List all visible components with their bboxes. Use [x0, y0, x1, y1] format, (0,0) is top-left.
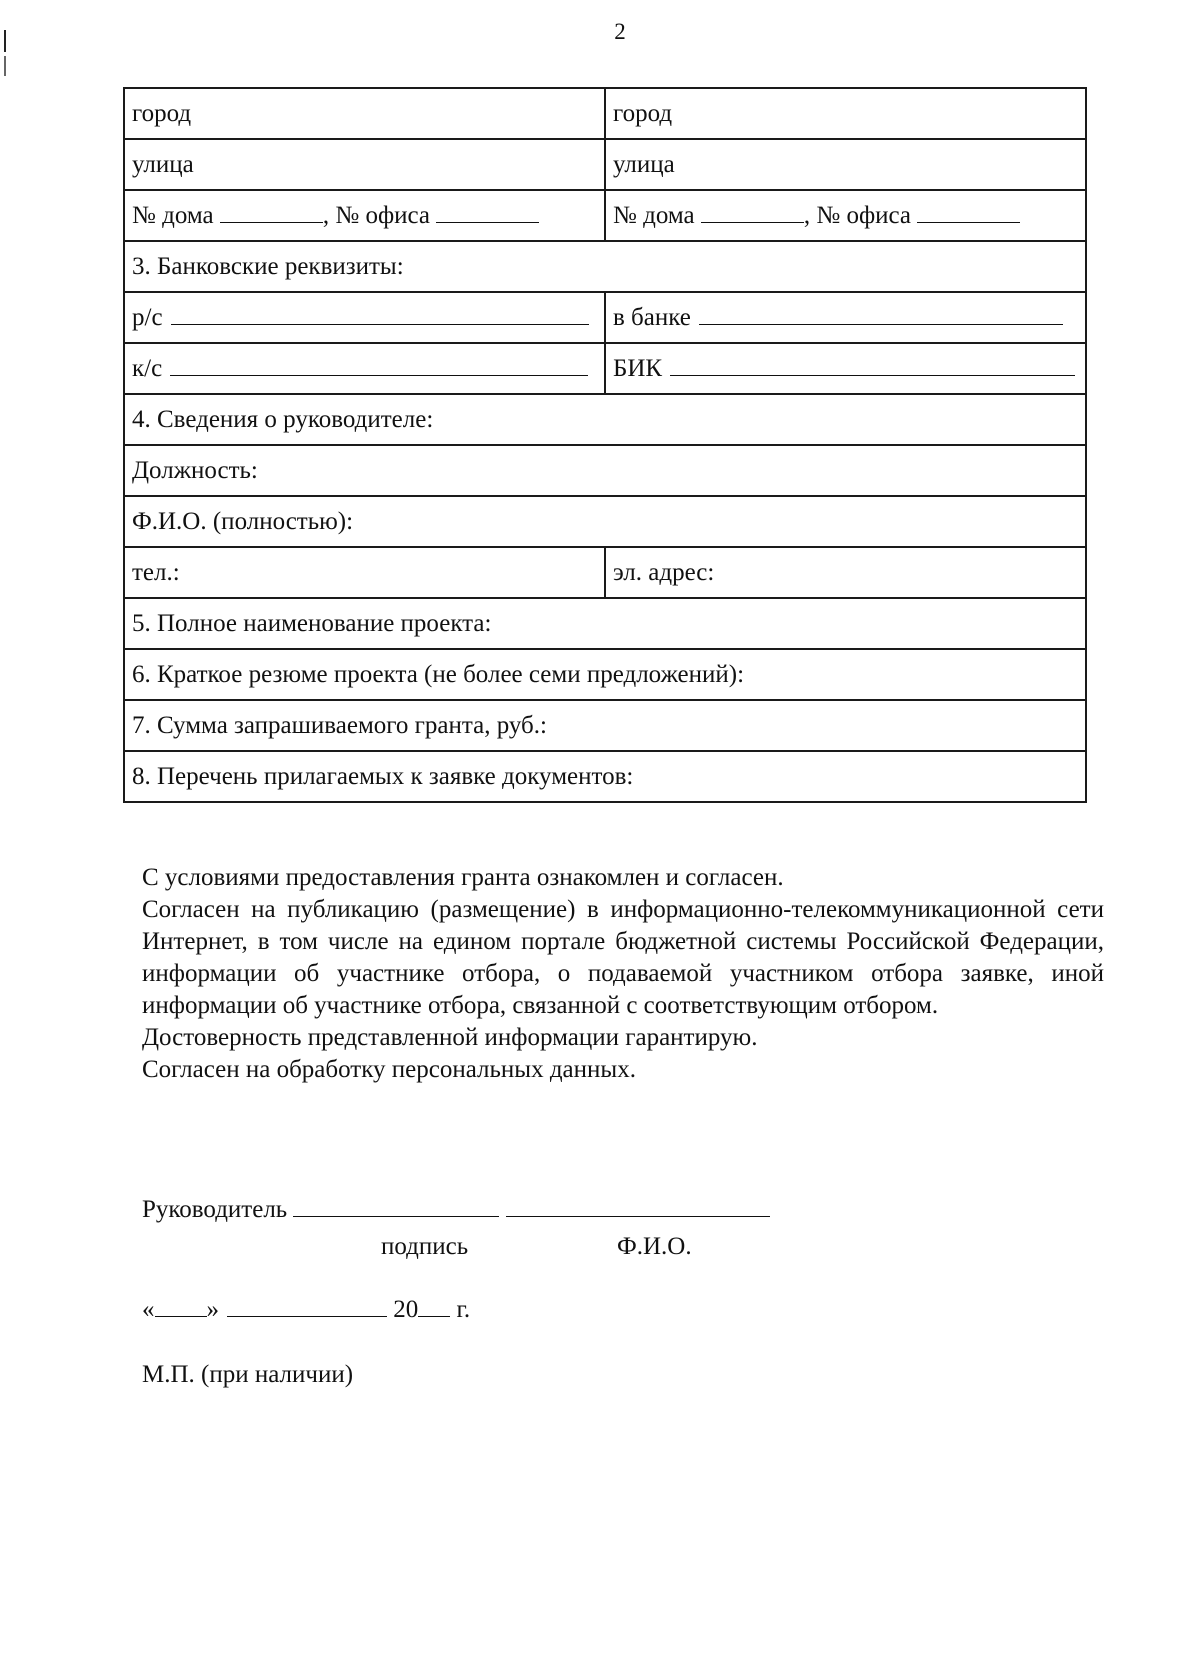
office-number-blank[interactable] [436, 202, 539, 223]
scan-edge-mark [4, 56, 6, 76]
full-name-field[interactable]: Ф.И.О. (полностью): [124, 496, 1086, 547]
bank-details-heading: 3. Банковские реквизиты: [124, 241, 1086, 292]
ks-label: к/с [132, 355, 163, 382]
table-row [124, 88, 1086, 139]
table-row [124, 445, 1086, 496]
stamp-label: М.П. (при наличии) [142, 1361, 354, 1388]
settlement-account-blank[interactable] [171, 304, 589, 325]
grant-amount-field[interactable]: 7. Сумма запрашиваемого гранта, руб.: [124, 700, 1086, 751]
table-row [124, 190, 1086, 241]
table-row [124, 547, 1086, 598]
table-row [124, 343, 1086, 394]
correspondent-account-blank[interactable] [170, 355, 588, 376]
signature-role-label: Руководитель [142, 1196, 288, 1223]
phone-field[interactable]: тел.: [124, 547, 605, 598]
house-office-right-field[interactable] [605, 190, 1086, 241]
manager-info-heading: 4. Сведения о руководителе: [124, 394, 1086, 445]
date-month-blank[interactable] [227, 1296, 387, 1317]
documents-list-field[interactable]: 8. Перечень прилагаемых к заявке документов: [124, 751, 1086, 802]
office-label: , № офиса [322, 202, 431, 229]
city-right-field[interactable] [605, 88, 1086, 139]
rs-label: р/с [132, 304, 163, 331]
signature-caption: подпись [381, 1233, 469, 1260]
name-caption: Ф.И.О. [617, 1233, 692, 1260]
house-label: № дома [613, 202, 695, 229]
bik-field[interactable] [605, 343, 1086, 394]
bank-name-field[interactable] [605, 292, 1086, 343]
table-row [124, 241, 1086, 292]
bik-label: БИК [613, 355, 663, 382]
date-open-quote: « [142, 1296, 155, 1323]
correspondent-account-field[interactable] [124, 343, 605, 394]
street-label: улица [613, 150, 675, 178]
table-row [124, 700, 1086, 751]
city-label: город [132, 99, 192, 127]
application-form-table [123, 87, 1087, 803]
city-label: город [613, 99, 673, 127]
project-summary-field[interactable]: 6. Краткое резюме проекта (не более семи предложений): [124, 649, 1086, 700]
consent-accuracy-line: Достоверность представленной информации гарантирую. [142, 1024, 758, 1051]
date-year-prefix: 20 [393, 1296, 419, 1323]
email-field[interactable]: эл. адрес: [605, 547, 1086, 598]
consent-terms-line: С условиями предоставления гранта ознакомлен и согласен. [142, 864, 784, 891]
house-label: № дома [132, 202, 214, 229]
project-name-field[interactable]: 5. Полное наименование проекта: [124, 598, 1086, 649]
date-year-suffix: г. [450, 1296, 471, 1323]
table-row [124, 751, 1086, 802]
bik-blank[interactable] [670, 355, 1075, 376]
position-field[interactable]: Должность: [124, 445, 1086, 496]
street-left-field[interactable] [124, 139, 605, 190]
consent-statement [142, 862, 1104, 1086]
table-row [124, 394, 1086, 445]
date-year-blank[interactable] [418, 1296, 450, 1317]
table-row [124, 496, 1086, 547]
street-label: улица [132, 150, 194, 178]
city-left-field[interactable] [124, 88, 605, 139]
consent-personal-data-line: Согласен на обработку персональных данных. [142, 1056, 636, 1083]
signature-row [142, 1196, 770, 1224]
bank-label: в банке [613, 304, 691, 331]
office-label: , № офиса [803, 202, 912, 229]
house-number-blank[interactable] [701, 202, 804, 223]
table-row [124, 598, 1086, 649]
consent-publication-paragraph: Согласен на публикацию (размещение) в информационно-телекоммуникационной сети Интернет, в том числе на едином портале бюджетной системы Российской Федерации, информации об участнике отбора, о подаваемой участником отбора заявке, иной информации об участнике отбора, связанной с соответствующим отбором. [142, 896, 1104, 1019]
street-right-field[interactable] [605, 139, 1086, 190]
house-office-left-field[interactable] [124, 190, 605, 241]
table-row [124, 649, 1086, 700]
table-row [124, 292, 1086, 343]
office-number-blank[interactable] [917, 202, 1020, 223]
settlement-account-field[interactable] [124, 292, 605, 343]
date-day-blank[interactable] [155, 1296, 207, 1317]
date-row [142, 1296, 470, 1324]
signature-blank[interactable] [293, 1196, 499, 1217]
table-row [124, 139, 1086, 190]
signature-name-blank[interactable] [506, 1196, 770, 1217]
date-close-quote: » [206, 1296, 219, 1323]
bank-name-blank[interactable] [699, 304, 1063, 325]
page-number: 2 [614, 19, 626, 44]
house-number-blank[interactable] [220, 202, 323, 223]
